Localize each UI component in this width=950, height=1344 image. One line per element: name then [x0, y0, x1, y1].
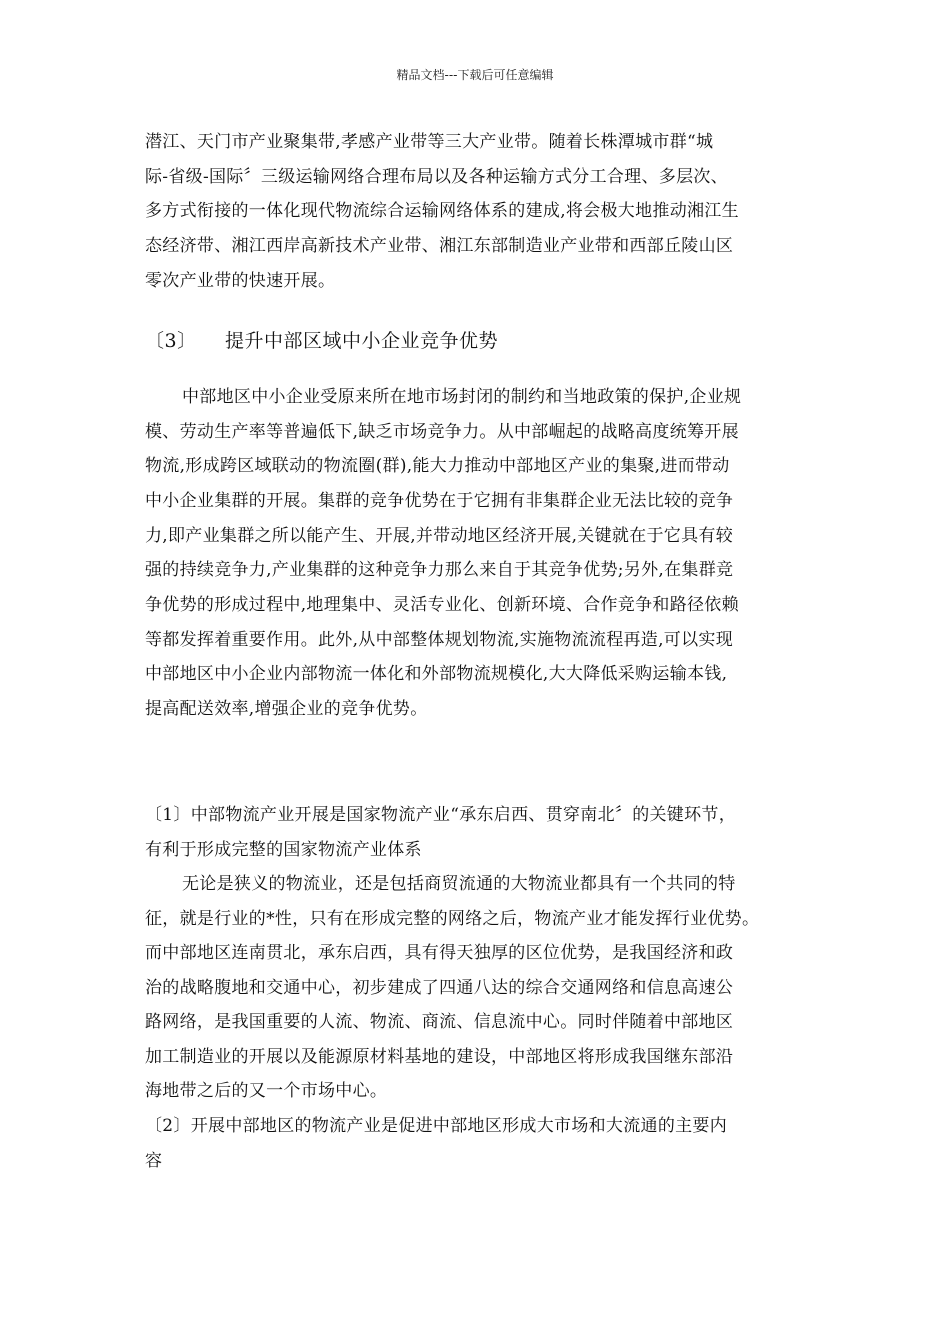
- body-line: 力,即产业集群之所以能产生、开展,并带动地区经济开展,关键就在于它具有较: [145, 526, 734, 546]
- body-line: 中部地区中小企业内部物流一体化和外部物流规模化,大大降低采购运输本钱,: [145, 664, 728, 684]
- section-heading-2: 〔2〕开展中部地区的物流产业是促进中部地区形成大市场和大流通的主要内: [145, 1116, 728, 1136]
- body-line: 态经济带、湘江西岸高新技术产业带、湘江东部制造业产业带和西部丘陵山区: [145, 236, 734, 256]
- heading-title: 提升中部区域中小企业竞争优势: [225, 330, 499, 352]
- body-line: 征，就是行业的*性，只有在形成完整的网络之后，物流产业才能发挥行业优势。: [145, 909, 760, 929]
- body-line: 等都发挥着重要作用。此外,从中部整体规划物流,实施物流流程再造,可以实现: [145, 630, 734, 650]
- section-heading-1: 〔1〕中部物流产业开展是国家物流产业“承东启西、贯穿南北〞的关键环节，: [145, 805, 737, 825]
- body-line: 加工制造业的开展以及能源原材料基地的建设，中部地区将形成我国继东部沿: [145, 1047, 734, 1067]
- body-line: 无论是狭义的物流业，还是包括商贸流通的大物流业都具有一个共同的特: [182, 874, 736, 894]
- body-line: 模、劳动生产率等普遍低下,缺乏市场竞争力。从中部崛起的战略高度统筹开展: [145, 422, 739, 442]
- body-line: 争优势的形成过程中,地理集中、灵活专业化、创新环境、合作竞争和路径依赖: [145, 595, 739, 615]
- body-line: 海地带之后的又一个市场中心。: [145, 1081, 388, 1101]
- body-line: 多方式衔接的一体化现代物流综合运输网络体系的建成,将会极大地推动湘江生: [145, 201, 739, 221]
- body-line: 路网络，是我国重要的人流、物流、商流、信息流中心。同时伴随着中部地区: [145, 1012, 734, 1032]
- section-heading-1: 有利于形成完整的国家物流产业体系: [145, 840, 422, 860]
- body-line: 潜江、天门市产业聚集带,孝感产业带等三大产业带。随着长株潭城市群“城: [145, 132, 714, 152]
- body-line: 治的战略腹地和交通中心，初步建成了四通八达的综合交通网络和信息高速公: [145, 978, 734, 998]
- section-heading-3: [145, 330, 498, 352]
- body-line: 强的持续竞争力,产业集群的这种竞争力那么来自于其竞争优势;另外,在集群竞: [145, 560, 734, 580]
- body-line: 中部地区中小企业受原来所在地市场封闭的制约和当地政策的保护,企业规: [182, 387, 742, 407]
- body-line: 物流,形成跨区域联动的物流圈(群),能大力推动中部地区产业的集聚,进而带动: [145, 456, 730, 476]
- section-heading-2: 容: [145, 1151, 163, 1171]
- body-line: 而中部地区连南贯北，承东启西，具有得天独厚的区位优势，是我国经济和政: [145, 943, 734, 963]
- heading-number: 〔3〕: [145, 330, 197, 352]
- body-line: 中小企业集群的开展。集群的竞争优势在于它拥有非集群企业无法比较的竞争: [145, 491, 734, 511]
- page-header: 精品文档---下载后可任意编辑: [396, 68, 554, 82]
- body-line: 零次产业带的快速开展。: [145, 271, 336, 291]
- body-line: 提高配送效率,增强企业的竞争优势。: [145, 699, 428, 719]
- body-line: 际-省级-国际〞三级运输网络合理布局以及各种运输方式分工合理、多层次、: [145, 167, 728, 187]
